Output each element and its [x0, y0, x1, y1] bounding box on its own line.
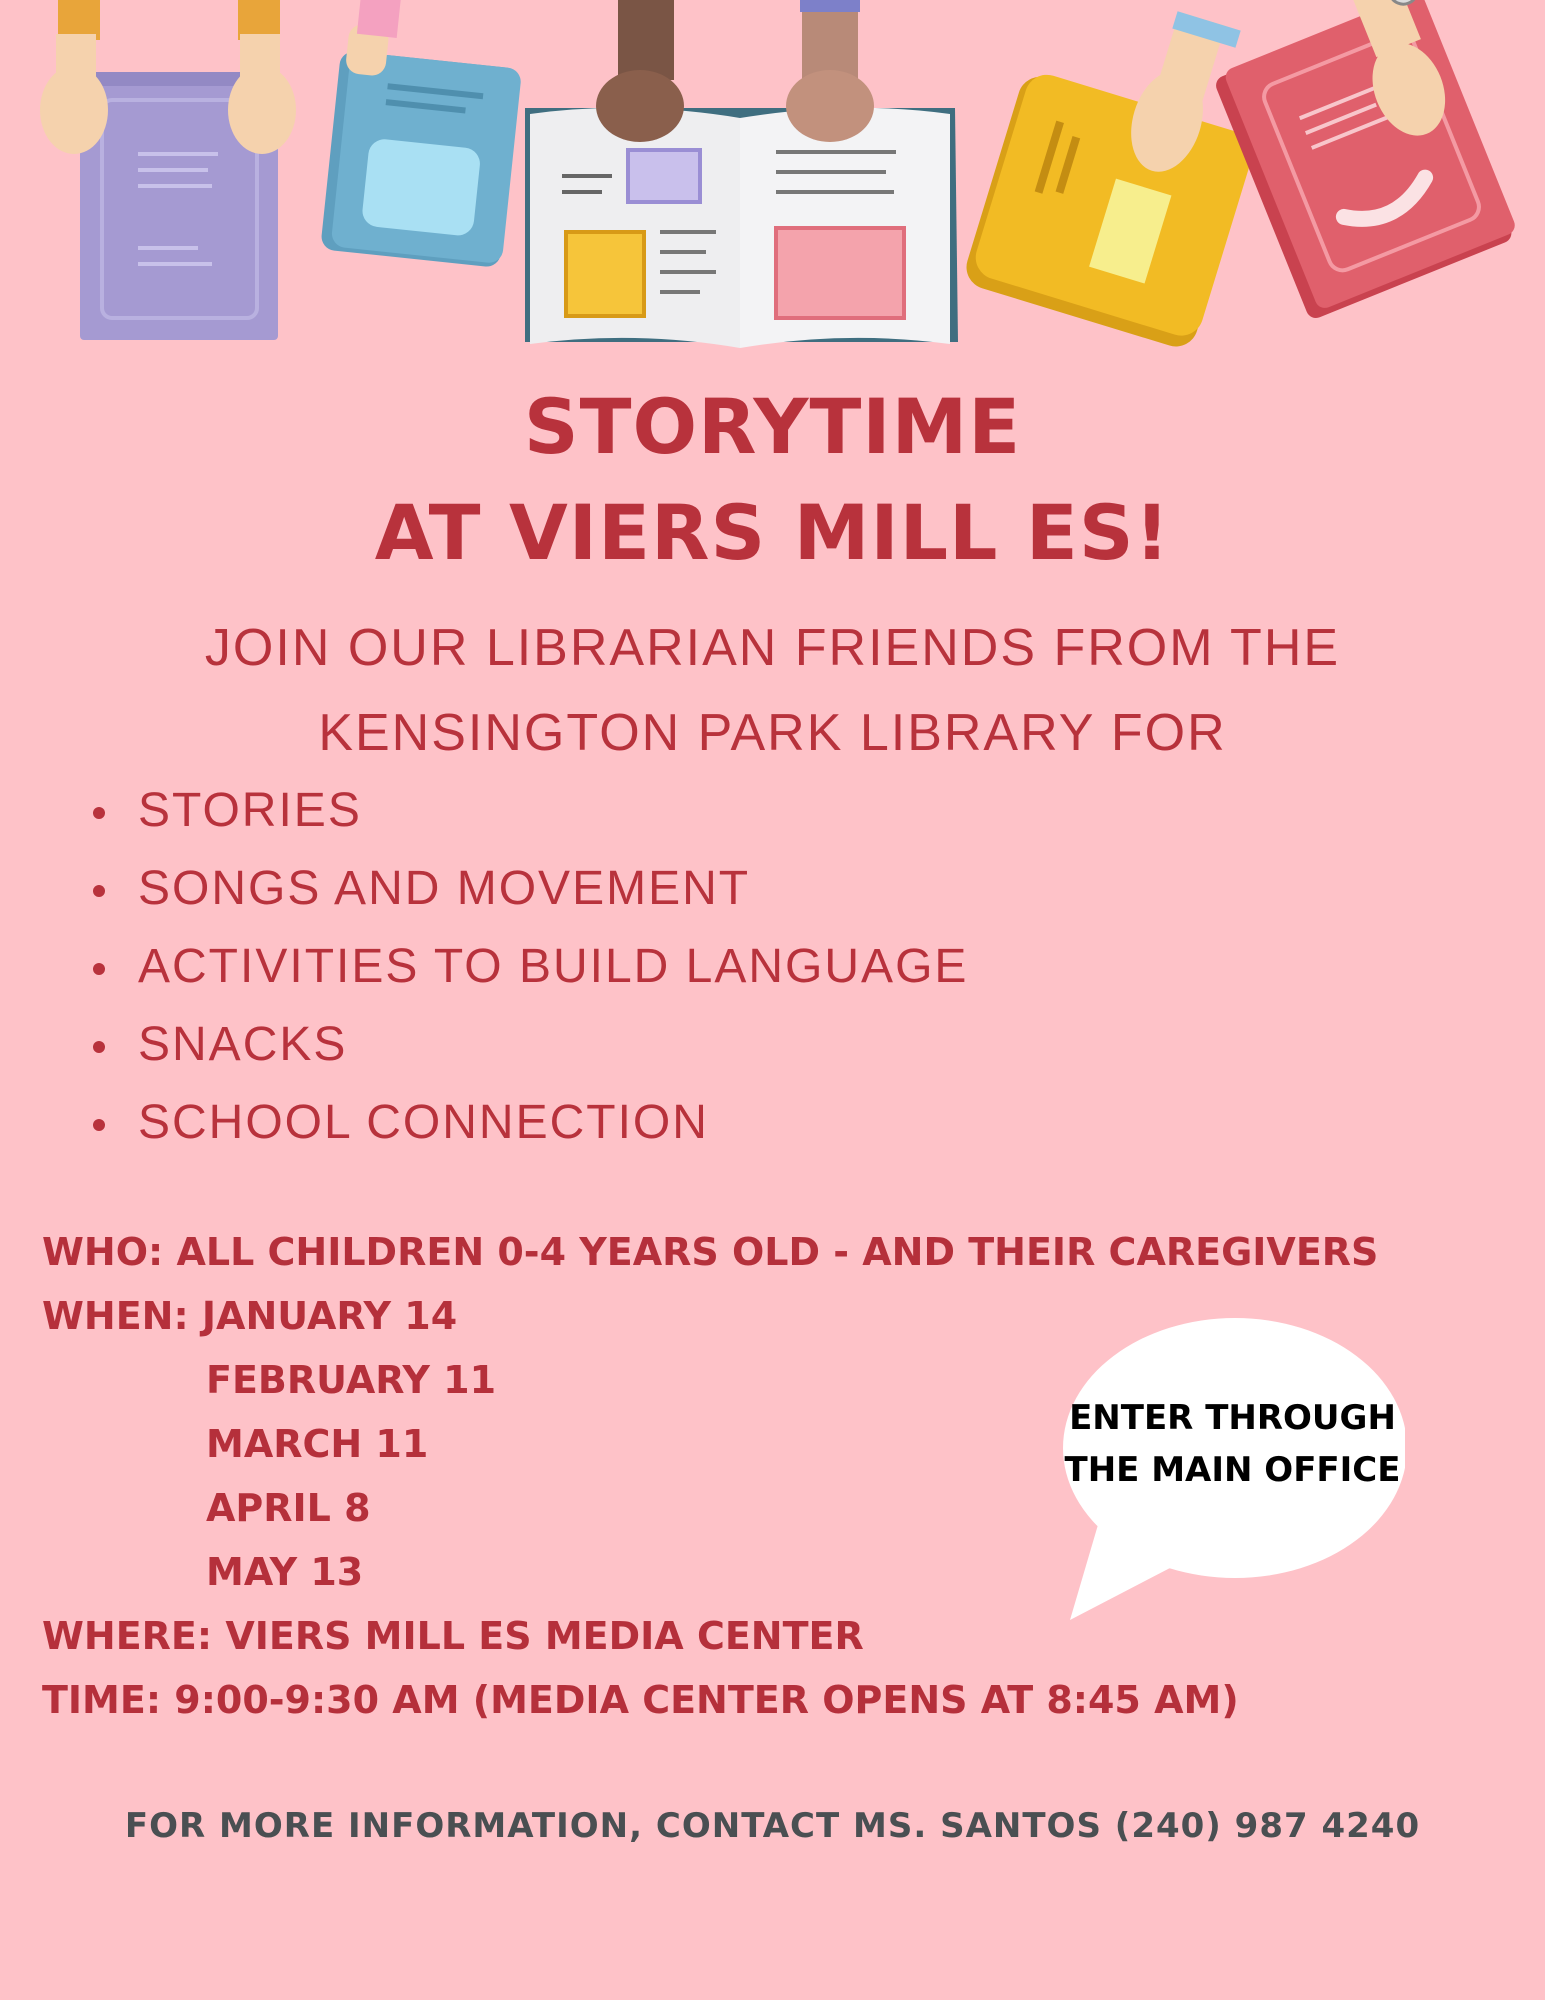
when-line: WHEN: JANUARY 14 [42, 1294, 458, 1338]
intro-line2: KENSINGTON PARK LIBRARY FOR [318, 704, 1227, 762]
yellow-book-icon [961, 0, 1287, 353]
list-item: SCHOOL CONNECTION [0, 1084, 968, 1162]
bubble-line2: THE MAIN OFFICE [1064, 1450, 1401, 1490]
date-item: MARCH 11 [206, 1422, 429, 1466]
blue-book-icon [320, 0, 528, 268]
date-item: MAY 13 [206, 1550, 364, 1594]
bubble-line1: ENTER THROUGH [1069, 1398, 1396, 1438]
page-title-line1: STORYTIME [523, 382, 1022, 471]
speech-bubble-text [1060, 1392, 1405, 1496]
page-title-line2: AT VIERS MILL ES! [374, 488, 1171, 577]
date-item: FEBRUARY 11 [206, 1358, 497, 1402]
intro-line1: JOIN OUR LIBRARIAN FRIENDS FROM THE [204, 619, 1341, 677]
list-item: SNACKS [0, 1006, 968, 1084]
activities-list [0, 772, 968, 1162]
date-item: APRIL 8 [206, 1486, 371, 1530]
open-book-icon [525, 0, 958, 348]
where-line: WHERE: VIERS MILL ES MEDIA CENTER [42, 1614, 864, 1658]
time-line: TIME: 9:00-9:30 AM (MEDIA CENTER OPENS AT 8:45 AM) [42, 1678, 1239, 1722]
purple-book-icon [40, 0, 296, 340]
red-book-icon [1202, 0, 1520, 321]
books-illustration [0, 0, 1545, 360]
who-line: WHO: ALL CHILDREN 0-4 YEARS OLD - AND THEIR CAREGIVERS [42, 1230, 1379, 1274]
list-item: SONGS AND MOVEMENT [0, 850, 968, 928]
list-item: ACTIVITIES TO BUILD LANGUAGE [0, 928, 968, 1006]
list-item: STORIES [0, 772, 968, 850]
contact-info: FOR MORE INFORMATION, CONTACT MS. SANTOS (240) 987 4240 [124, 1806, 1421, 1846]
